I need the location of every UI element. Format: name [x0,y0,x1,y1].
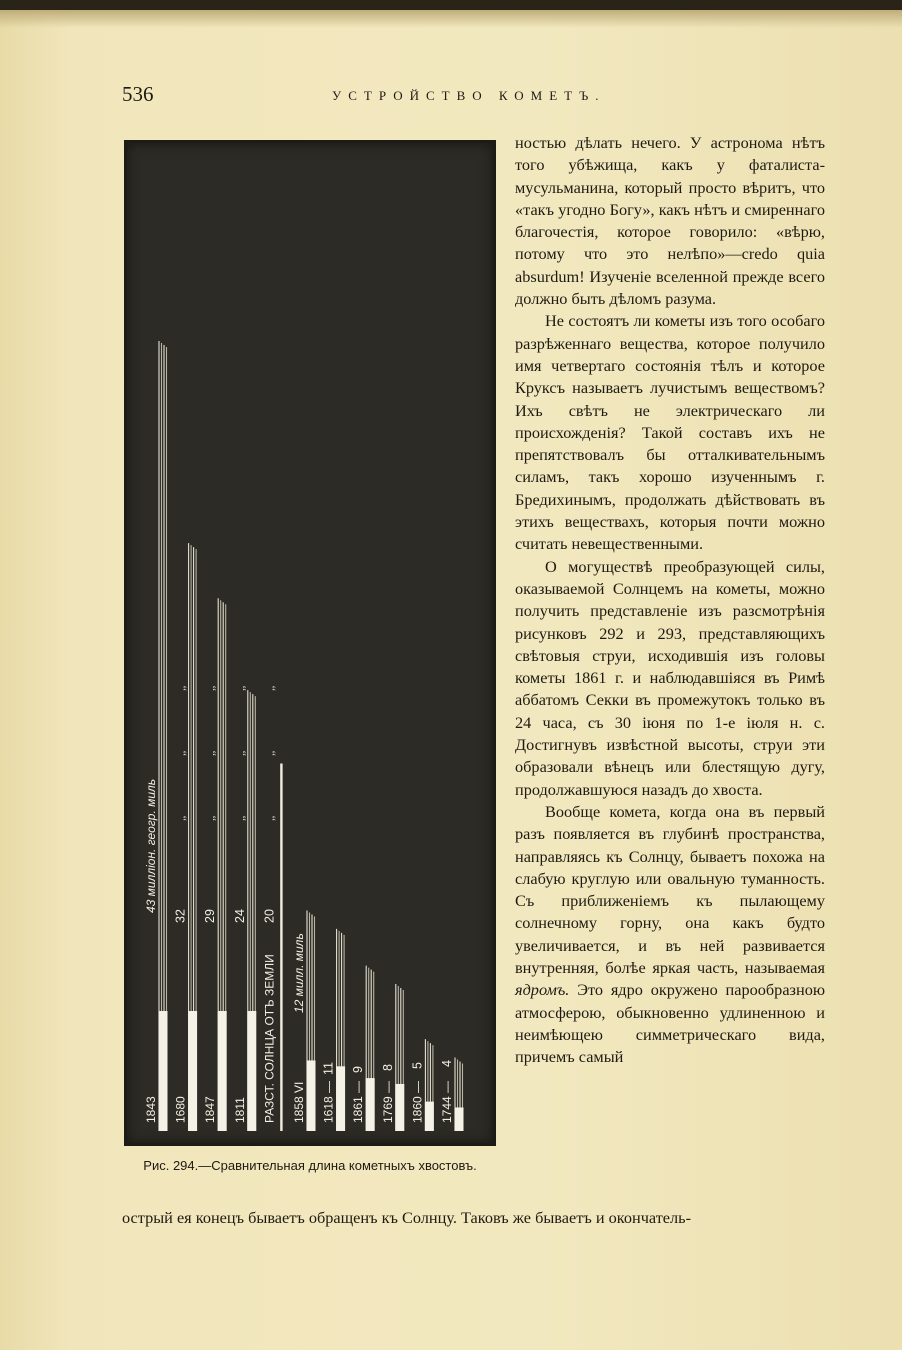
ditto-mark: „ [203,750,218,756]
bar-value-label: 4 [440,1060,454,1067]
bar-year-label: 1860 — [410,1080,425,1123]
bar-year-label: 1843 [144,1096,158,1123]
paragraph-4-text-b: Это ядро окружено парообразною атмосферою, обыкновенно удлиненною и неимѣющею симметрическаго вида, причемъ самый [515,980,825,1067]
comet-tail-bar-4 [247,690,256,1131]
page-top-edge [0,0,902,10]
bar-year-label: РАЗСТ. СОЛНЦА ОТЪ ЗЕМЛИ [262,954,277,1123]
bar-value-label: 43 миллiон. геогр. миль [144,778,158,913]
comet-tail-bar-10 [425,1039,434,1131]
running-title: УСТРОЙСТВО КОМЕТЪ. [332,88,606,103]
comet-tail-bar-11 [455,1058,464,1131]
comet-tail-chart [127,143,493,1143]
bar-value-label: 8 [380,1064,395,1071]
comet-tail-bar-2 [188,543,197,1131]
bar-year-label: 1858 VI [292,1081,306,1123]
paragraph-4-italic: ядромъ. [515,980,570,1000]
bar-value-label: 9 [351,1066,366,1073]
comet-tail-bar-6 [307,911,316,1131]
ditto-mark: „ [173,750,188,756]
bar-value-label: 32 [173,909,188,923]
bar-year-label: 1618 — [321,1080,336,1123]
ditto-mark: „ [173,815,188,821]
bar-value-label: 5 [410,1062,425,1069]
comet-tail-bar-8 [366,966,375,1131]
paragraph-4 [515,801,825,1069]
bar-year-label: 1861 — [351,1080,366,1123]
bar-value-label: 11 [321,1062,336,1075]
ditto-mark: „ [232,685,247,691]
page-header [122,82,822,112]
text-column [515,132,825,1068]
bar-value-label: 12 милл. миль [292,933,306,1013]
paragraph-1: ностью дѣлать нечего. У астронома нѣтъ того убѣжища, какъ у фаталиста-мусульманина, который просто вѣритъ, что «такъ угодно Богу», какъ нѣтъ и смиреннаго благочестія, которое говорило: «вѣрю, потому что это нелѣпо»—credo quia absurdum! Изученіе вселенной прежде всего должно быть дѣломъ разума. [515,133,825,309]
ditto-mark: „ [232,750,247,756]
ditto-mark: „ [232,815,247,821]
paragraph-2: Не состоятъ ли кометы изъ того особаго разрѣженнаго вещества, которое получило имя четвертаго состоянія тѣлъ и которое Круксъ называетъ лучистымъ веществомъ? Ихъ свѣтъ не электрическаго ли происхожденія? Такой составъ ихъ не препятствовалъ бы отталкивательнымъ силамъ, такъ хорошо изученнымъ г. Бредихинымъ, продолжать дѣйствовать въ этихъ веществахъ, которыя почти можно считать невещественными. [515,311,825,554]
comet-tail-bar-9 [395,984,404,1131]
page-number: 536 [122,82,154,106]
ditto-mark: „ [262,815,277,821]
ditto-mark: „ [203,685,218,691]
page-top-shadow [0,10,902,28]
comet-tail-bar-7 [336,929,345,1131]
comet-tail-bar-1 [159,341,168,1131]
ditto-mark: „ [203,815,218,821]
full-width-last-line: острый ея конецъ бываетъ обращенъ къ Солнцу. Таковъ же бываетъ и окончатель- [122,1208,692,1227]
bar-year-label: 1744 — [440,1080,454,1123]
bar-value-label: 24 [232,909,247,923]
bar-value-label: 29 [203,909,218,923]
bar-year-label: 1680 [173,1096,188,1123]
ditto-mark: „ [262,685,277,691]
figure-caption: Рис. 294.—Сравнительная длина кометныхъ хвостовъ. [143,1158,477,1173]
bar-year-label: 1811 [232,1097,247,1123]
ditto-mark: „ [262,750,277,756]
bar-value-label: 20 [262,909,277,923]
paragraph-3: О могуществѣ преобразующей силы, оказываемой Солнцемъ на кометы, можно получить представленіе изъ разсмотрѣнія рисунковъ 292 и 293, представляющихъ свѣтовыя струи, исходившія изъ головы кометы 1861 г. и наблюдавшіяся въ Римѣ аббатомъ Секки въ промежутокъ только въ 24 часа, съ 30 іюня по 1-е іюля н. с. Достигнувъ извѣстной высоты, струи эти образовали вѣнецъ или блестящую дугу, продолжавшуюся назадъ до хвоста. [515,556,825,799]
ditto-mark: „ [173,685,188,691]
paragraph-4-text-a: Вообще комета, когда она въ первый разъ появляется въ глубинѣ пространства, направляясь къ Солнцу, бываетъ похожа на слабую круглую или овальную туманность. Съ приближеніемъ къ пылающему солнечному горну, она какъ будто увеличивается, и въ ней развивается внутренняя, болѣе яркая часть, называемая [515,801,825,977]
comet-tail-figure [124,140,496,1146]
bar-year-label: 1847 [203,1096,218,1123]
comet-tail-bar-3 [218,598,227,1131]
bar-year-label: 1769 — [380,1080,395,1123]
